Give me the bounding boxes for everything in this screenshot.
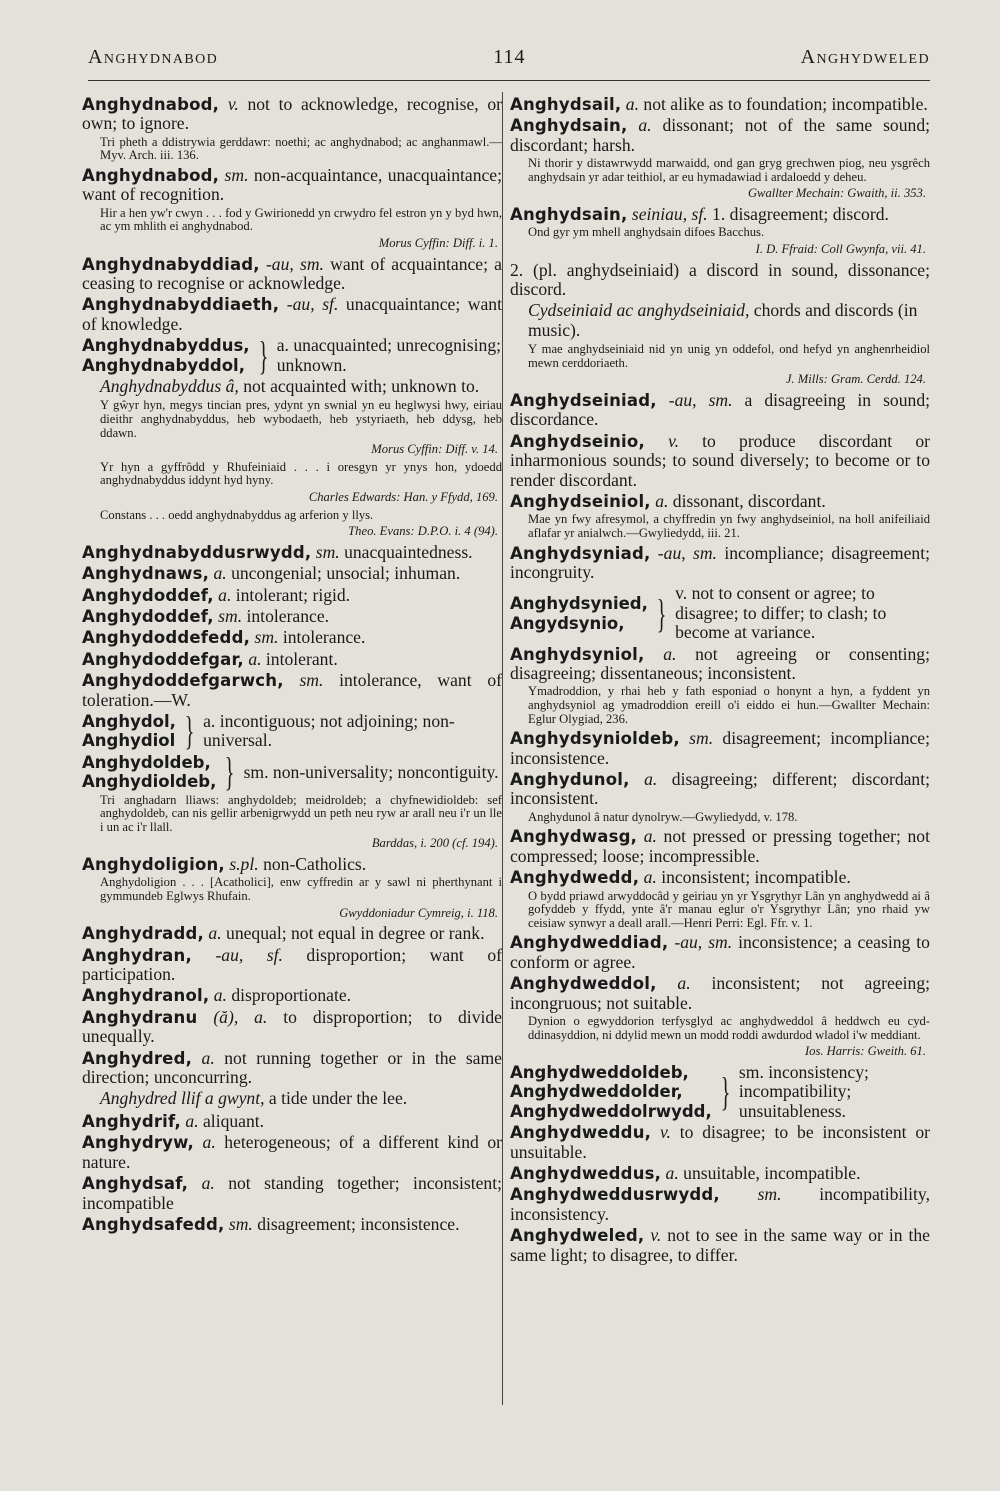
citation-quote: O bydd priawd arwyddocâd y geiriau yn yr Ysgrythyr Lân yn anghydwedd ai â gofyddeb y ffydd, ynte â'r manau eglur o'r Ysgrythyr Lân; yno rhaid yw ceisiaw synwyr a deall arall.—Henri Perri: Egl. Ffr. v. 1. — [528, 888, 930, 930]
definition-text: incontiguous; not adjoining; non-universal. — [203, 711, 455, 751]
citation-quote: Mae yn fwy afresymol, a chyffredin yn fwy anghydseiniol, na holl anifeiliaid aflafar yr anialwch.—Gwyliedydd, iii. 21. — [528, 512, 930, 541]
dictionary-entry — [82, 855, 502, 874]
headword-group — [82, 753, 216, 792]
grammar-label: sm. — [299, 670, 324, 691]
headword: Anghydseiniad, — [510, 391, 657, 410]
dictionary-entry — [82, 671, 502, 710]
citation-source: Morus Cyffin: Diff. i. 1. — [378, 236, 498, 250]
dictionary-entry — [510, 261, 930, 300]
definition-text: unacquaintance; want of knowledge. — [82, 294, 502, 334]
dictionary-entry — [510, 432, 930, 490]
dictionary-entry — [82, 564, 502, 583]
grammar-label: (ă), a. — [213, 1006, 268, 1027]
headword: Anghydsynioldeb, — [510, 729, 680, 749]
headword: Anghydoddefgarwch, — [82, 671, 284, 691]
headword: Anghydred, — [82, 1048, 193, 1068]
brace: } — [720, 1068, 731, 1114]
grammar-label: sm. — [218, 606, 243, 626]
dictionary-entry — [82, 986, 502, 1005]
dictionary-entry — [510, 95, 930, 114]
headword: Anghydsail, — [510, 95, 622, 114]
running-head-right: Anghydweled — [800, 46, 930, 68]
headword: Anghydiol — [82, 731, 176, 751]
headword: Anghydweddusrwydd, — [510, 1185, 720, 1205]
grammar-label: v. — [650, 1225, 662, 1246]
definition-text: disagreement; incompliance; inconsistence. — [510, 728, 930, 768]
page-number: 114 — [493, 46, 526, 68]
brace: } — [184, 708, 195, 754]
citation-quote: Y gŵyr hyn, megys tincian pres, ydynt yn swnial yn eu heglwysi hwy, eiriau dieithr anghydnabyddus, heb wybodaeth, heb ystyriaeth, heb ddysg, heb ddawn. — [100, 398, 502, 440]
dictionary-entry — [82, 166, 502, 205]
column-divider — [502, 92, 503, 1405]
headword: Anghydseinio, — [510, 431, 645, 451]
dictionary-entry — [510, 1164, 930, 1183]
definition-text: heterogeneous; of a different kind or nature. — [82, 1132, 503, 1172]
dictionary-entry — [82, 95, 502, 134]
headword-group — [82, 336, 250, 375]
running-head-left: Anghydnabod — [88, 46, 219, 68]
headword: Anghydsafedd, — [82, 1214, 225, 1234]
brace: } — [225, 749, 235, 795]
headword: Anghydweddu, — [510, 1123, 652, 1143]
headword: Anghydnaws, — [82, 564, 210, 584]
grammar-label: -au, sm. — [265, 253, 324, 274]
page-header — [88, 46, 930, 72]
grammar-label: a. — [677, 973, 691, 994]
dictionary-entry — [510, 391, 930, 430]
headword: Anghydsain, — [510, 205, 628, 224]
grammar-label: a. — [655, 491, 669, 512]
headword: Anghydnabyddiad, — [82, 254, 260, 274]
headword: Anghydryw, — [82, 1133, 194, 1153]
dictionary-entry — [510, 645, 930, 684]
headword: Anghydoddefedd, — [82, 628, 251, 648]
definition-text: non-universality; noncontiguity. — [272, 761, 499, 782]
headword: Anghydsain, — [510, 116, 628, 136]
definition-text: to produce discordant or inharmonious sounds; to sound diversely; to become or to render discordant. — [510, 430, 930, 490]
citation-quote: Ni thorir y distawrwydd marwaidd, ond gan gryg grechwen piog, neu ysgrêch anghydsain yr adar teithiol, ar eu hymadawiad i ardaloedd y deheu. — [528, 156, 930, 184]
headword: Anghydoddef, — [82, 585, 214, 605]
phrase-definition: a tide under the lee. — [268, 1088, 408, 1109]
grammar-label: a. — [202, 1132, 216, 1153]
grammar-label: a. — [218, 584, 232, 605]
grammar-label: a. — [643, 826, 657, 847]
citation-source: Charles Edwards: Han. y Ffydd, 169. — [308, 490, 498, 504]
grammar-label: a. — [665, 1162, 679, 1183]
grammar-label: v. — [659, 1122, 671, 1143]
dictionary-entry — [82, 295, 502, 334]
headword-group — [82, 712, 176, 751]
grammar-label: sm. — [224, 165, 249, 185]
definition-text: incompatibility, inconsistency. — [510, 1184, 930, 1224]
definition-text: disagreement; inconsistence. — [257, 1213, 460, 1234]
headword: Anghydweddiad, — [510, 933, 669, 953]
headword: Anghydsyniol, — [510, 644, 645, 664]
citation-source: Theo. Evans: D.P.O. i. 4 (94). — [348, 524, 498, 539]
dictionary-entry — [82, 255, 502, 294]
right-column — [510, 95, 930, 1267]
grammar-label: -au, sm. — [668, 390, 733, 410]
grammar-label: sm. — [315, 541, 340, 562]
brace: } — [258, 332, 268, 378]
definition-text: a disagreeing in sound; discordance. — [510, 390, 931, 430]
grammar-label: v. — [227, 94, 239, 114]
citation-quote: Dynion o egwyddorion terfysglyd ac anghydweddol â heddwch eu cyd-ddinasyddion, ni ddylid mewn un modd roddi awdurdod wladol i'w meddiant. — [528, 1014, 930, 1042]
definition — [203, 712, 502, 751]
headword: Anghydrif, — [82, 1111, 181, 1131]
headword: Anghydranol, — [82, 986, 210, 1006]
definition — [244, 763, 502, 782]
grammar-label: a. — [201, 1173, 215, 1194]
grammar-label: a. — [276, 335, 289, 356]
grammar-label: -au, sm. — [657, 542, 717, 563]
headword: Anghydweddolrwydd, — [510, 1101, 712, 1121]
headword: Anghydran, — [82, 945, 192, 965]
headword-group — [510, 1063, 712, 1121]
dictionary-entry — [82, 1008, 502, 1047]
entry-group — [82, 749, 502, 795]
dictionary-entry — [510, 492, 930, 511]
citation-quote: Ymadroddion, y rhai heb y fath esponiad o honynt a hyn, a fyddent yn anghydsyniol ag ymadroddion ereill o'i eiddo ei hun.—Gwallter Mechain: Eglur Olygiad, 236. — [528, 684, 930, 726]
definition-text: not to consent or agree; to disagree; to differ; to clash; to become at variance. — [675, 583, 887, 643]
dictionary-entry — [510, 729, 930, 768]
definition-text: not pressed or pressing together; not compressed; loose; incompressible. — [510, 826, 930, 866]
citation-quote: Yr hyn a gyffrôdd y Rhufeiniaid . . . i oresgyn yr ynys hon, ydoedd anghydnabyddus iddynt hyd hyny. — [100, 459, 502, 488]
grammar-label: sm. — [689, 728, 714, 749]
headword: Anghydoddef, — [82, 607, 214, 626]
grammar-label: a. — [208, 923, 222, 944]
definition-text: dissonant, discordant. — [672, 491, 826, 512]
grammar-label: a. — [185, 1110, 199, 1131]
definition-text: 1. disagreement; discord. — [712, 204, 889, 224]
grammar-label: -au, sm. — [674, 932, 733, 953]
headword: Anghydradd, — [82, 924, 205, 944]
headword: Anghydweddol, — [510, 974, 657, 994]
entry-group — [510, 584, 930, 642]
headword-group — [510, 594, 648, 633]
headword: Anghydnabod, — [82, 95, 220, 114]
citation-source: J. Mills: Gram. Cerdd. 124. — [785, 372, 926, 387]
headword: Anghydnabyddol, — [82, 355, 245, 375]
definition-text: 2. (pl. anghydseiniaid) a discord in sound, dissonance; discord. — [510, 259, 930, 299]
dictionary-entry — [82, 1049, 502, 1088]
grammar-label: sm. — [757, 1184, 782, 1205]
definition — [277, 336, 502, 375]
example-phrase — [528, 301, 930, 340]
citation-quote: Hir a hen yw'r cwyn . . . fod y Gwirionedd yn crwydro fel estron yn y byd hwn, ac ym mhlith ei anghydnabod. — [100, 205, 502, 234]
grammar-label: a. — [663, 643, 677, 664]
definition-text: intolerant; rigid. — [235, 584, 351, 605]
grammar-label: a. — [201, 1047, 215, 1068]
headword: Anghydsyniad, — [510, 543, 651, 563]
headword: Anghydweddus, — [510, 1163, 662, 1183]
headword: Anghydnabyddusrwydd, — [82, 542, 312, 562]
citation-quote: Constans . . . oedd anghydnabyddus ag arferion y llys. — [100, 507, 374, 522]
header-rule — [88, 80, 930, 81]
left-column — [82, 95, 502, 1236]
grammar-label: sm. — [228, 1213, 253, 1234]
citation-quote: Ond gyr ym mhell anghydsain difoes Bacchus. — [528, 225, 765, 240]
example-phrase — [100, 1089, 502, 1108]
headword: Anghydunol, — [510, 770, 630, 790]
definition-text: not standing together; inconsistent; incompatible — [82, 1173, 502, 1213]
definition-text: unacquaintedness. — [344, 541, 473, 562]
grammar-label: sm. — [243, 761, 269, 782]
headword: Anghydseiniol, — [510, 492, 651, 512]
headword: Anghydoligion, — [82, 855, 225, 875]
headword: Anghydsaf, — [82, 1174, 189, 1194]
dictionary-entry — [82, 628, 502, 647]
dictionary-entry — [82, 1215, 502, 1234]
grammar-label: seiniau, sf. — [631, 204, 708, 224]
headword: Anghydweddolder, — [510, 1082, 683, 1102]
definition-text: unsuitable, incompatible. — [683, 1162, 861, 1183]
dictionary-entry — [82, 924, 502, 943]
dictionary-entry — [510, 933, 930, 972]
definition-text: to disproportion; to divide unequally. — [82, 1006, 502, 1047]
definition-text: inconsistence; a ceasing to conform or agree. — [510, 932, 930, 972]
phrase-text: Anghydred llif a gwynt, — [100, 1088, 265, 1109]
definition-text: intolerant. — [265, 648, 338, 669]
definition-text: intolerance. — [246, 606, 330, 626]
citation-source: Gwallter Mechain: Gwaith, ii. 353. — [747, 186, 926, 201]
dictionary-entry — [82, 1174, 502, 1213]
brace: } — [656, 590, 667, 636]
definition-text: inconsistent; not agreeing; incongruous; not suitable. — [510, 973, 930, 1013]
headword: Anghydranu — [82, 1007, 198, 1027]
citation-quote: Y mae anghydseiniaid nid yn unig yn oddefol, ond hefyd yn anghenrheidiol mewn cerddoriaeth. — [528, 342, 930, 370]
definition-text: inconsistency; incompatibility; unsuitableness. — [738, 1061, 869, 1121]
definition-text: dissonant; not of the same sound; discordant; harsh. — [510, 115, 931, 155]
citation-source: Ios. Harris: Gweith. 61. — [804, 1044, 926, 1059]
grammar-label: a. — [213, 563, 227, 584]
dictionary-entry — [82, 1133, 502, 1172]
entry-group — [82, 708, 502, 754]
definition-text: non-acquaintance, unacquaintance; want of recognition. — [82, 165, 502, 205]
definition-text: not alike as to foundation; incompatible. — [643, 94, 928, 114]
definition-text: not agreeing or consenting; disagreeing; dissentaneous; inconsistent. — [510, 643, 930, 684]
dictionary-entry — [510, 770, 930, 809]
definition-text: inconsistent; incompatible. — [661, 867, 851, 888]
phrase-text: Anghydnabyddus â, — [100, 376, 239, 397]
definition-text: non-Catholics. — [263, 854, 367, 875]
dictionary-entry — [510, 116, 930, 155]
citation-quote: Tri anghadarn lliaws: anghydoldeb; meidroldeb; a chyfnewidioldeb: sef anghydoldeb, can nis gellir arbenigrwydd un peth neu ryw ar arall neu i'r un lle i un ac i'r llall. — [100, 792, 502, 834]
definition-text: intolerance, want of toleration.—W. — [82, 670, 502, 710]
dictionary-entry — [82, 543, 502, 562]
citation-source: I. D. Ffraid: Coll Gwynfa, vii. 41. — [755, 242, 926, 256]
citation-source: Barddas, i. 200 (cf. 194). — [371, 836, 498, 851]
grammar-label: -au, sf. — [286, 294, 339, 315]
dictionary-entry — [510, 868, 930, 887]
dictionary-entry — [510, 544, 930, 583]
headword: Angydsynio, — [510, 613, 625, 633]
definition-text: want of acquaintance; a ceasing to recognise or acknowledge. — [82, 253, 502, 293]
dictionary-entry — [82, 1112, 502, 1131]
phrase-definition: not acquainted with; unknown to. — [243, 376, 480, 397]
headword: Anghydwasg, — [510, 827, 638, 847]
definition-text: aliquant. — [203, 1110, 265, 1131]
citation-quote: Anghydoligion . . . [Acatholici], enw cyffredin ar y sawl ni pherthynant i gymmundeb Eglwys Rhufain. — [100, 875, 502, 904]
headword: Anghydnabyddiaeth, — [82, 295, 280, 315]
grammar-label: a. — [248, 648, 262, 669]
headword: Anghydol, — [82, 712, 176, 732]
example-phrase — [100, 377, 502, 396]
dictionary-entry — [510, 1185, 930, 1224]
grammar-label: -au, sf. — [215, 944, 283, 965]
headword: Anghydweled, — [510, 1226, 645, 1246]
grammar-label: a. — [638, 115, 652, 136]
definition-text: not running together or in the same direction; unconcurring. — [82, 1047, 502, 1088]
entry-group — [82, 332, 502, 378]
grammar-label: s.pl. — [229, 854, 259, 875]
headword: Anghydsynied, — [510, 594, 648, 614]
definition-text: disproportionate. — [231, 985, 352, 1006]
headword: Anghydwedd, — [510, 868, 640, 888]
definition-text: not to acknowledge, recognise, or own; to ignore. — [82, 94, 502, 134]
dictionary-entry — [82, 650, 502, 669]
definition-text: intolerance. — [282, 627, 366, 648]
grammar-label: v. — [668, 430, 679, 451]
headword: Anghydoldeb, — [82, 752, 211, 772]
headword: Anghydweddoldeb, — [510, 1062, 689, 1082]
citation-source: Gwyddoniadur Cymreig, i. 118. — [339, 905, 498, 920]
grammar-label: a. — [203, 711, 216, 732]
definition-text: unacquainted; unrecognising; unknown. — [276, 335, 502, 375]
grammar-label: v. — [675, 583, 688, 604]
grammar-label: a. — [644, 769, 658, 790]
definition-text: incompliance; disagreement; incongruity. — [510, 542, 931, 583]
definition-text: to disagree; to be inconsistent or unsuitable. — [510, 1122, 930, 1162]
dictionary-entry — [82, 607, 502, 626]
grammar-label: a. — [213, 985, 227, 1006]
headword: Anghydnabyddus, — [82, 336, 250, 356]
grammar-label: sm. — [254, 627, 279, 648]
definition-text: unequal; not equal in degree or rank. — [226, 923, 485, 944]
dictionary-entry — [82, 946, 502, 985]
phrase-text: Cydseiniaid ac anghydseiniaid, — [528, 300, 750, 321]
citation-quote: Anghydunol â natur dynolryw.—Gwyliedydd, v. 178. — [528, 809, 798, 824]
dictionary-entry — [510, 974, 930, 1013]
definition-text: uncongenial; unsocial; inhuman. — [231, 563, 461, 584]
headword: Anghydioldeb, — [82, 772, 217, 792]
definition — [739, 1063, 930, 1121]
dictionary-entry — [510, 1226, 930, 1265]
headword: Anghydoddefgar, — [82, 649, 244, 669]
citation-source: Morus Cyffin: Diff. v. 14. — [371, 442, 498, 457]
definition-text: disproportion; want of participation. — [82, 944, 502, 985]
grammar-label: sm. — [738, 1061, 764, 1082]
definition — [675, 584, 930, 642]
dictionary-entry — [510, 827, 930, 866]
dictionary-entry — [82, 586, 502, 605]
entry-group — [510, 1063, 930, 1121]
dictionary-entry — [510, 1123, 930, 1162]
headword: Anghydnabod, — [82, 166, 220, 185]
definition-text: disagreeing; different; discordant; inconsistent. — [510, 769, 931, 809]
grammar-label: a. — [625, 94, 639, 114]
phrase-definition: chords and discords (in music). — [528, 300, 918, 340]
citation-quote: Tri pheth a ddistrywia gerddawr: noethi; ac anghydnabod; ac anghanmawl.—Myv. Arch. iii. 136. — [100, 134, 502, 163]
dictionary-entry — [510, 205, 930, 224]
definition-text: not to see in the same way or in the same light; to disagree, to differ. — [510, 1225, 930, 1265]
grammar-label: a. — [643, 867, 657, 888]
